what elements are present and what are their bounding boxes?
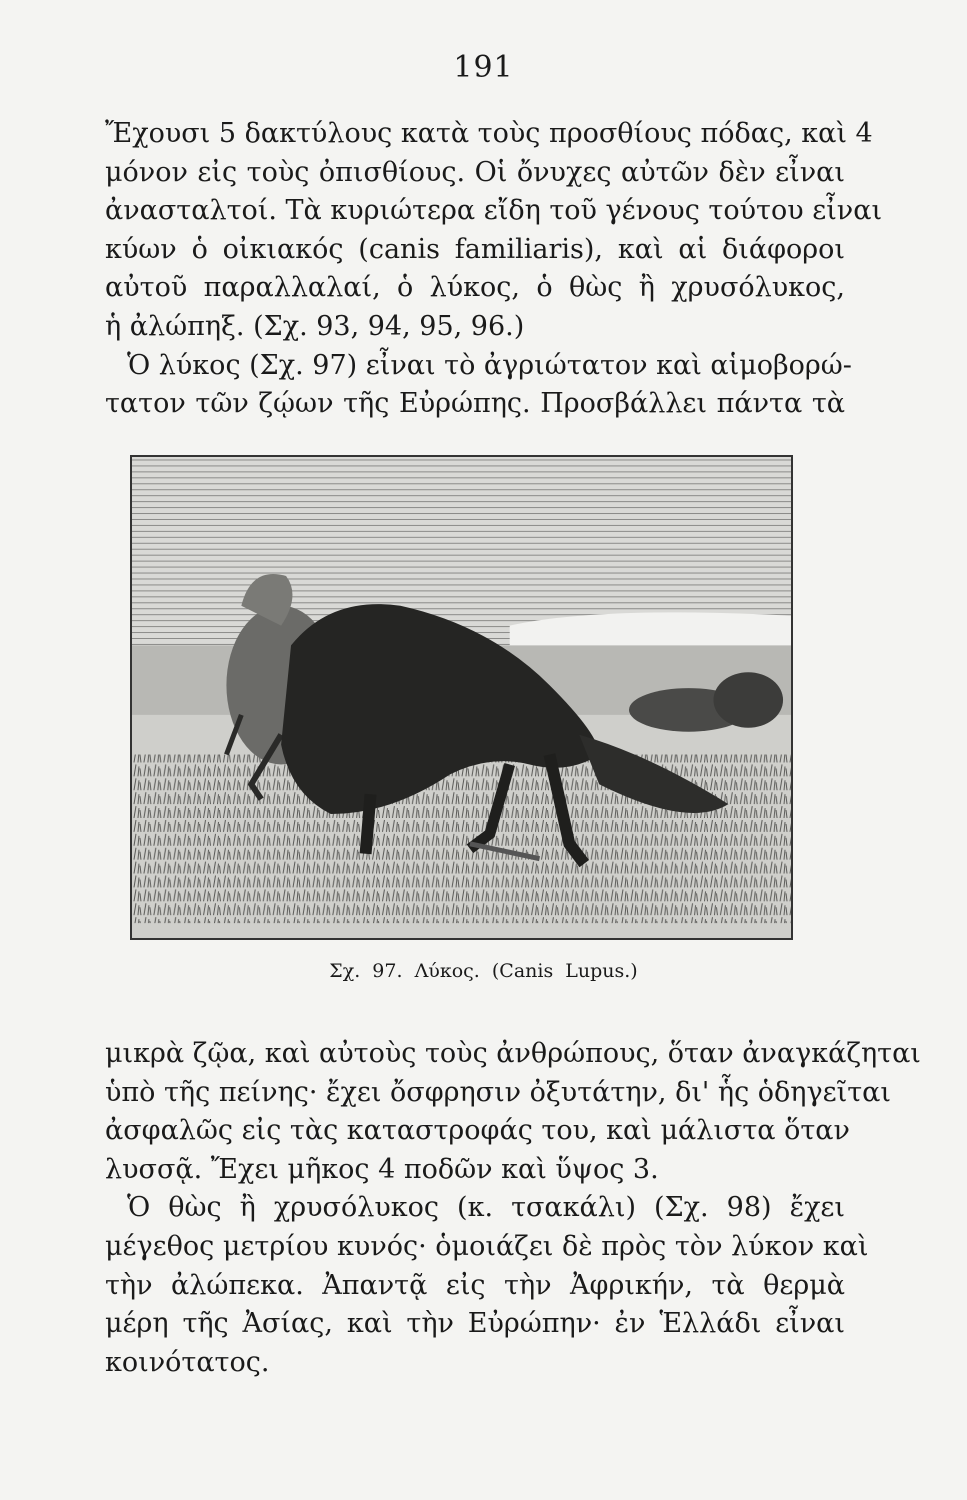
text-line: ἀνασταλτοί. Τὰ κυριώτερα εἴδη τοῦ γένους τούτου εἶναι xyxy=(105,195,883,227)
text-line: ἡ ἀλώπηξ. (Σχ. 93, 94, 95, 96.) xyxy=(105,310,525,342)
text-line: Ὁ λύκος (Σχ. 97) εἶναι τὸ ἀγριώτατον καὶ αἱμοβορώ- xyxy=(127,349,852,381)
text-line: μέγεθος μετρίου κυνός· ὁμοιάζει δὲ πρὸς τὸν λύκον καὶ xyxy=(105,1230,869,1262)
figure-caption: Σχ. 97. Λύκος. (Canis Lupus.) xyxy=(329,960,638,982)
text-line: Ὁ θὼς ἢ χρυσόλυκος (κ. τσακάλι) (Σχ. 98) ἔχει xyxy=(127,1192,845,1224)
wolf-engraving-image xyxy=(132,457,791,938)
text-block-bottom xyxy=(105,1035,921,1382)
text-line: αὐτοῦ παραλλαλαί, ὁ λύκος, ὁ θὼς ἢ χρυσόλυκος, xyxy=(105,272,845,304)
wolf-illustration xyxy=(130,455,793,940)
text-line: τὴν ἀλώπεκα. Ἀπαντᾷ εἰς τὴν Ἀφρικήν, τὰ θερμὰ xyxy=(105,1269,845,1301)
text-block-top xyxy=(105,115,883,424)
text-line: ἀσφαλῶς εἰς τὰς καταστροφάς του, καὶ μάλιστα ὅταν xyxy=(105,1115,850,1147)
text-line: μέρη τῆς Ἀσίας, καὶ τὴν Εὐρώπην· ἐν Ἑλλάδι εἶναι xyxy=(105,1308,845,1340)
text-line: μικρὰ ζῷα, καὶ αὐτοὺς τοὺς ἀνθρώπους, ὅταν ἀναγκάζηται xyxy=(105,1038,921,1069)
text-line: τατον τῶν ζῴων τῆς Εὐρώπης. Προσβάλλει πάντα τὰ xyxy=(105,388,845,420)
text-line: κύων ὁ οἰκιακός (canis familiaris), καὶ αἱ διάφοροι xyxy=(105,233,845,265)
text-line: λυσσᾷ. Ἔχει μῆκος 4 ποδῶν καὶ ὕψος 3. xyxy=(105,1153,659,1185)
text-line: κοινότατος. xyxy=(105,1346,270,1378)
text-line: μόνον εἰς τοὺς ὀπισθίους. Οἱ ὄνυχες αὐτῶν δὲν εἶναι xyxy=(105,156,845,188)
text-line: ὑπὸ τῆς πείνης· ἔχει ὄσφρησιν ὀξυτάτην, δι' ἧς ὁδηγεῖται xyxy=(105,1076,891,1108)
page-number: 191 xyxy=(453,50,514,85)
text-line: Ἔχουσι 5 δακτύλους κατὰ τοὺς προσθίους πόδας, καὶ 4 xyxy=(105,118,873,149)
